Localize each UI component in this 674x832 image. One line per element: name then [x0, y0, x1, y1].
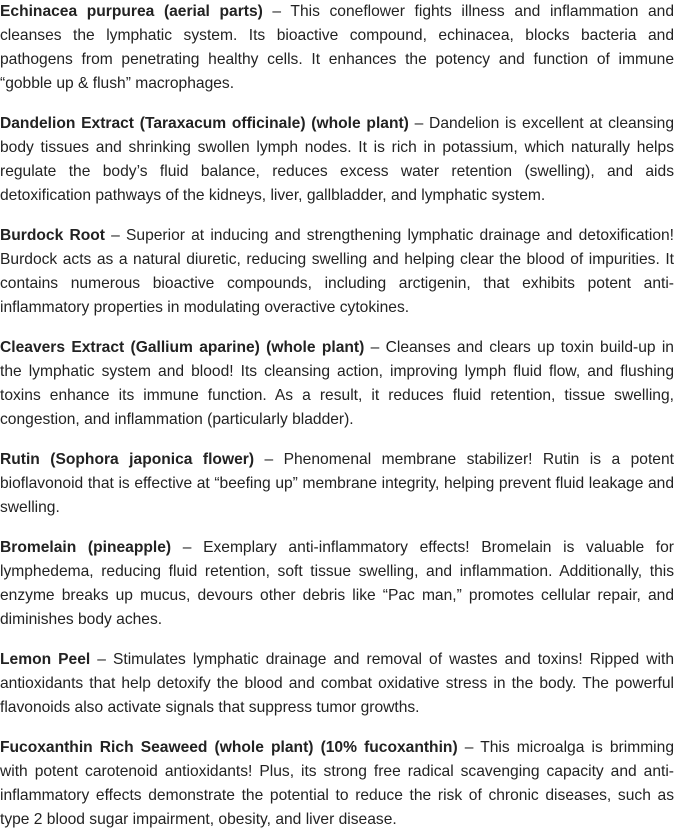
ingredient-rutin: [0, 448, 674, 520]
ingredient-description: – This coneflower fights illness and inflammation and cleanses the lymphatic system. Its bioactive compound, echinacea, blocks bacteria and pathogens from penetrating healthy cells. It enhances the potency and function of immune “gobble up & flush” macrophages.: [0, 3, 674, 92]
ingredient-description: – Exemplary anti-inflammatory effects! Bromelain is valuable for lymphedema, reducing fluid retention, soft tissue swelling, and inflammation. Additionally, this enzyme breaks up mucus, devours other debris like “Pac man,” promotes cellular repair, and diminishes body aches.: [0, 539, 674, 628]
ingredient-dandelion: [0, 112, 674, 208]
ingredient-echinacea: [0, 0, 674, 96]
ingredient-name: Bromelain (pineapple): [0, 539, 172, 556]
ingredient-burdock: [0, 224, 674, 320]
ingredient-cleavers: [0, 336, 674, 432]
ingredient-name: Burdock Root: [0, 227, 105, 244]
ingredient-description: – Cleanses and clears up toxin build-up in the lymphatic system and blood! Its cleansing action, improving lymph fluid flow, and flushing toxins enhance its immune function. As a result, it reduces fluid retention, tissue swelling, congestion, and inflammation (particularly bladder).: [0, 339, 674, 428]
ingredient-description: – Superior at inducing and strengthening lymphatic drainage and detoxification! Burdock acts as a natural diuretic, reducing swelling and helping clear the blood of impurities. It contains numerous bioactive compounds, including arctigenin, that exhibits potent anti-inflammatory properties in modulating overactive cytokines.: [0, 227, 674, 316]
ingredient-description: – Stimulates lymphatic drainage and removal of wastes and toxins! Ripped with antioxidants that help detoxify the blood and combat oxidative stress in the body. The powerful flavonoids also activate signals that suppress tumor growths.: [0, 651, 674, 716]
ingredient-name: Cleavers Extract (Gallium aparine) (whole plant): [0, 339, 365, 356]
ingredient-bromelain: [0, 536, 674, 632]
ingredient-name: Fucoxanthin Rich Seaweed (whole plant) (10% fucoxanthin): [0, 739, 458, 756]
ingredient-name: Lemon Peel: [0, 651, 91, 668]
ingredient-lemon-peel: [0, 648, 674, 720]
ingredient-fucoxanthin: [0, 736, 674, 832]
ingredient-name: Rutin (Sophora japonica flower): [0, 451, 255, 468]
ingredient-description: – Phenomenal membrane stabilizer! Rutin is a potent bioflavonoid that is effective at “beefing up” membrane integrity, helping prevent fluid leakage and swelling.: [0, 451, 674, 516]
ingredient-description: – Dandelion is excellent at cleansing body tissues and shrinking swollen lymph nodes. It is rich in potassium, which naturally helps regulate the body’s fluid balance, reduces excess water retention (swelling), and aids detoxification pathways of the kidneys, liver, gallbladder, and lymphatic system.: [0, 115, 674, 204]
ingredient-name: Dandelion Extract (Taraxacum officinale) (whole plant): [0, 115, 409, 132]
ingredient-name: Echinacea purpurea (aerial parts): [0, 3, 263, 20]
ingredient-description: – This microalga is brimming with potent carotenoid antioxidants! Plus, its strong free radical scavenging capacity and anti-inflammatory effects demonstrate the potential to reduce the risk of chronic diseases, such as type 2 blood sugar impairment, obesity, and liver disease.: [0, 739, 674, 828]
